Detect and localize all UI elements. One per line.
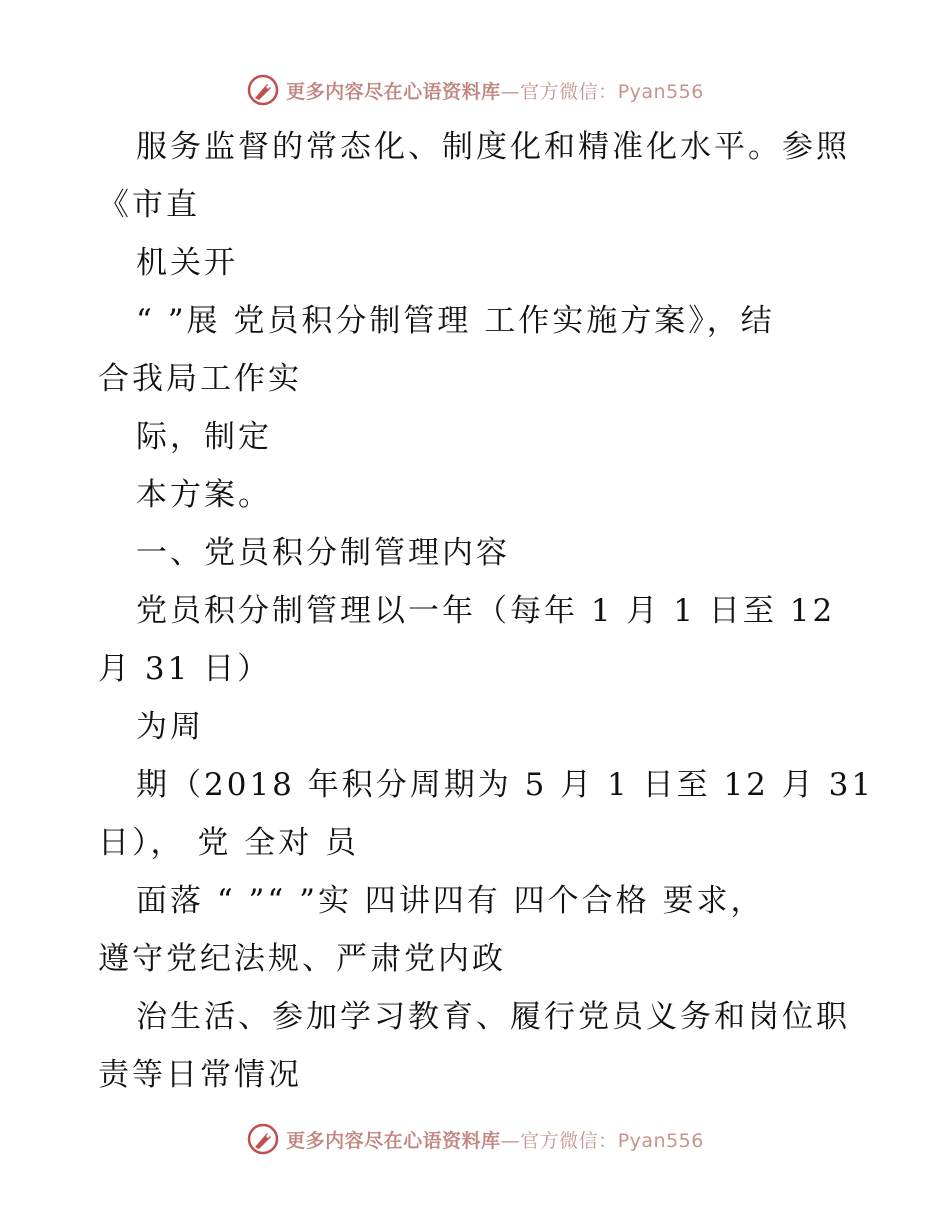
document-body: [98, 118, 875, 1104]
text-line: 责等日常情况: [98, 1057, 302, 1093]
footer-watermark: [0, 1117, 950, 1161]
text-line: 合我局工作实: [98, 361, 302, 397]
text-line: 日）， 党 全对 员: [98, 825, 360, 861]
watermark-text: 更多内容尽在心语资料库—官方微信：Pyan556: [286, 1129, 704, 1152]
text-line: 机关开: [136, 245, 238, 281]
text-line: 服务监督的常态化、制度化和精准化水平。参照: [136, 129, 850, 165]
text-line: 遵守党纪法规、严肃党内政: [98, 941, 506, 977]
text-line: 际，制定: [136, 419, 272, 455]
watermark-text: 更多内容尽在心语资料库—官方微信：Pyan556: [286, 80, 704, 103]
text-line: 期（2018 年积分周期为 5 月 1 日至 12 月 31: [136, 767, 875, 803]
header-watermark: [0, 68, 950, 112]
text-line: “ ”展 党员积分制管理 工作实施方案》，结: [136, 303, 775, 339]
text-line: 月 31 日）: [98, 651, 272, 687]
pen-nib-logo-icon: [246, 1122, 280, 1156]
text-line: 为周: [136, 709, 204, 745]
text-line: 面落 “ ”“ ”实 四讲四有 四个合格 要求，: [136, 883, 765, 919]
text-line: 一、党员积分制管理内容: [136, 535, 510, 571]
text-line: 党员积分制管理以一年（每年 1 月 1 日至 12: [136, 593, 836, 629]
text-line: 本方案。: [136, 477, 272, 513]
text-line: 《市直: [98, 187, 200, 223]
pen-nib-logo-icon: [246, 73, 280, 107]
text-line: 治生活、参加学习教育、履行党员义务和岗位职: [136, 999, 850, 1035]
